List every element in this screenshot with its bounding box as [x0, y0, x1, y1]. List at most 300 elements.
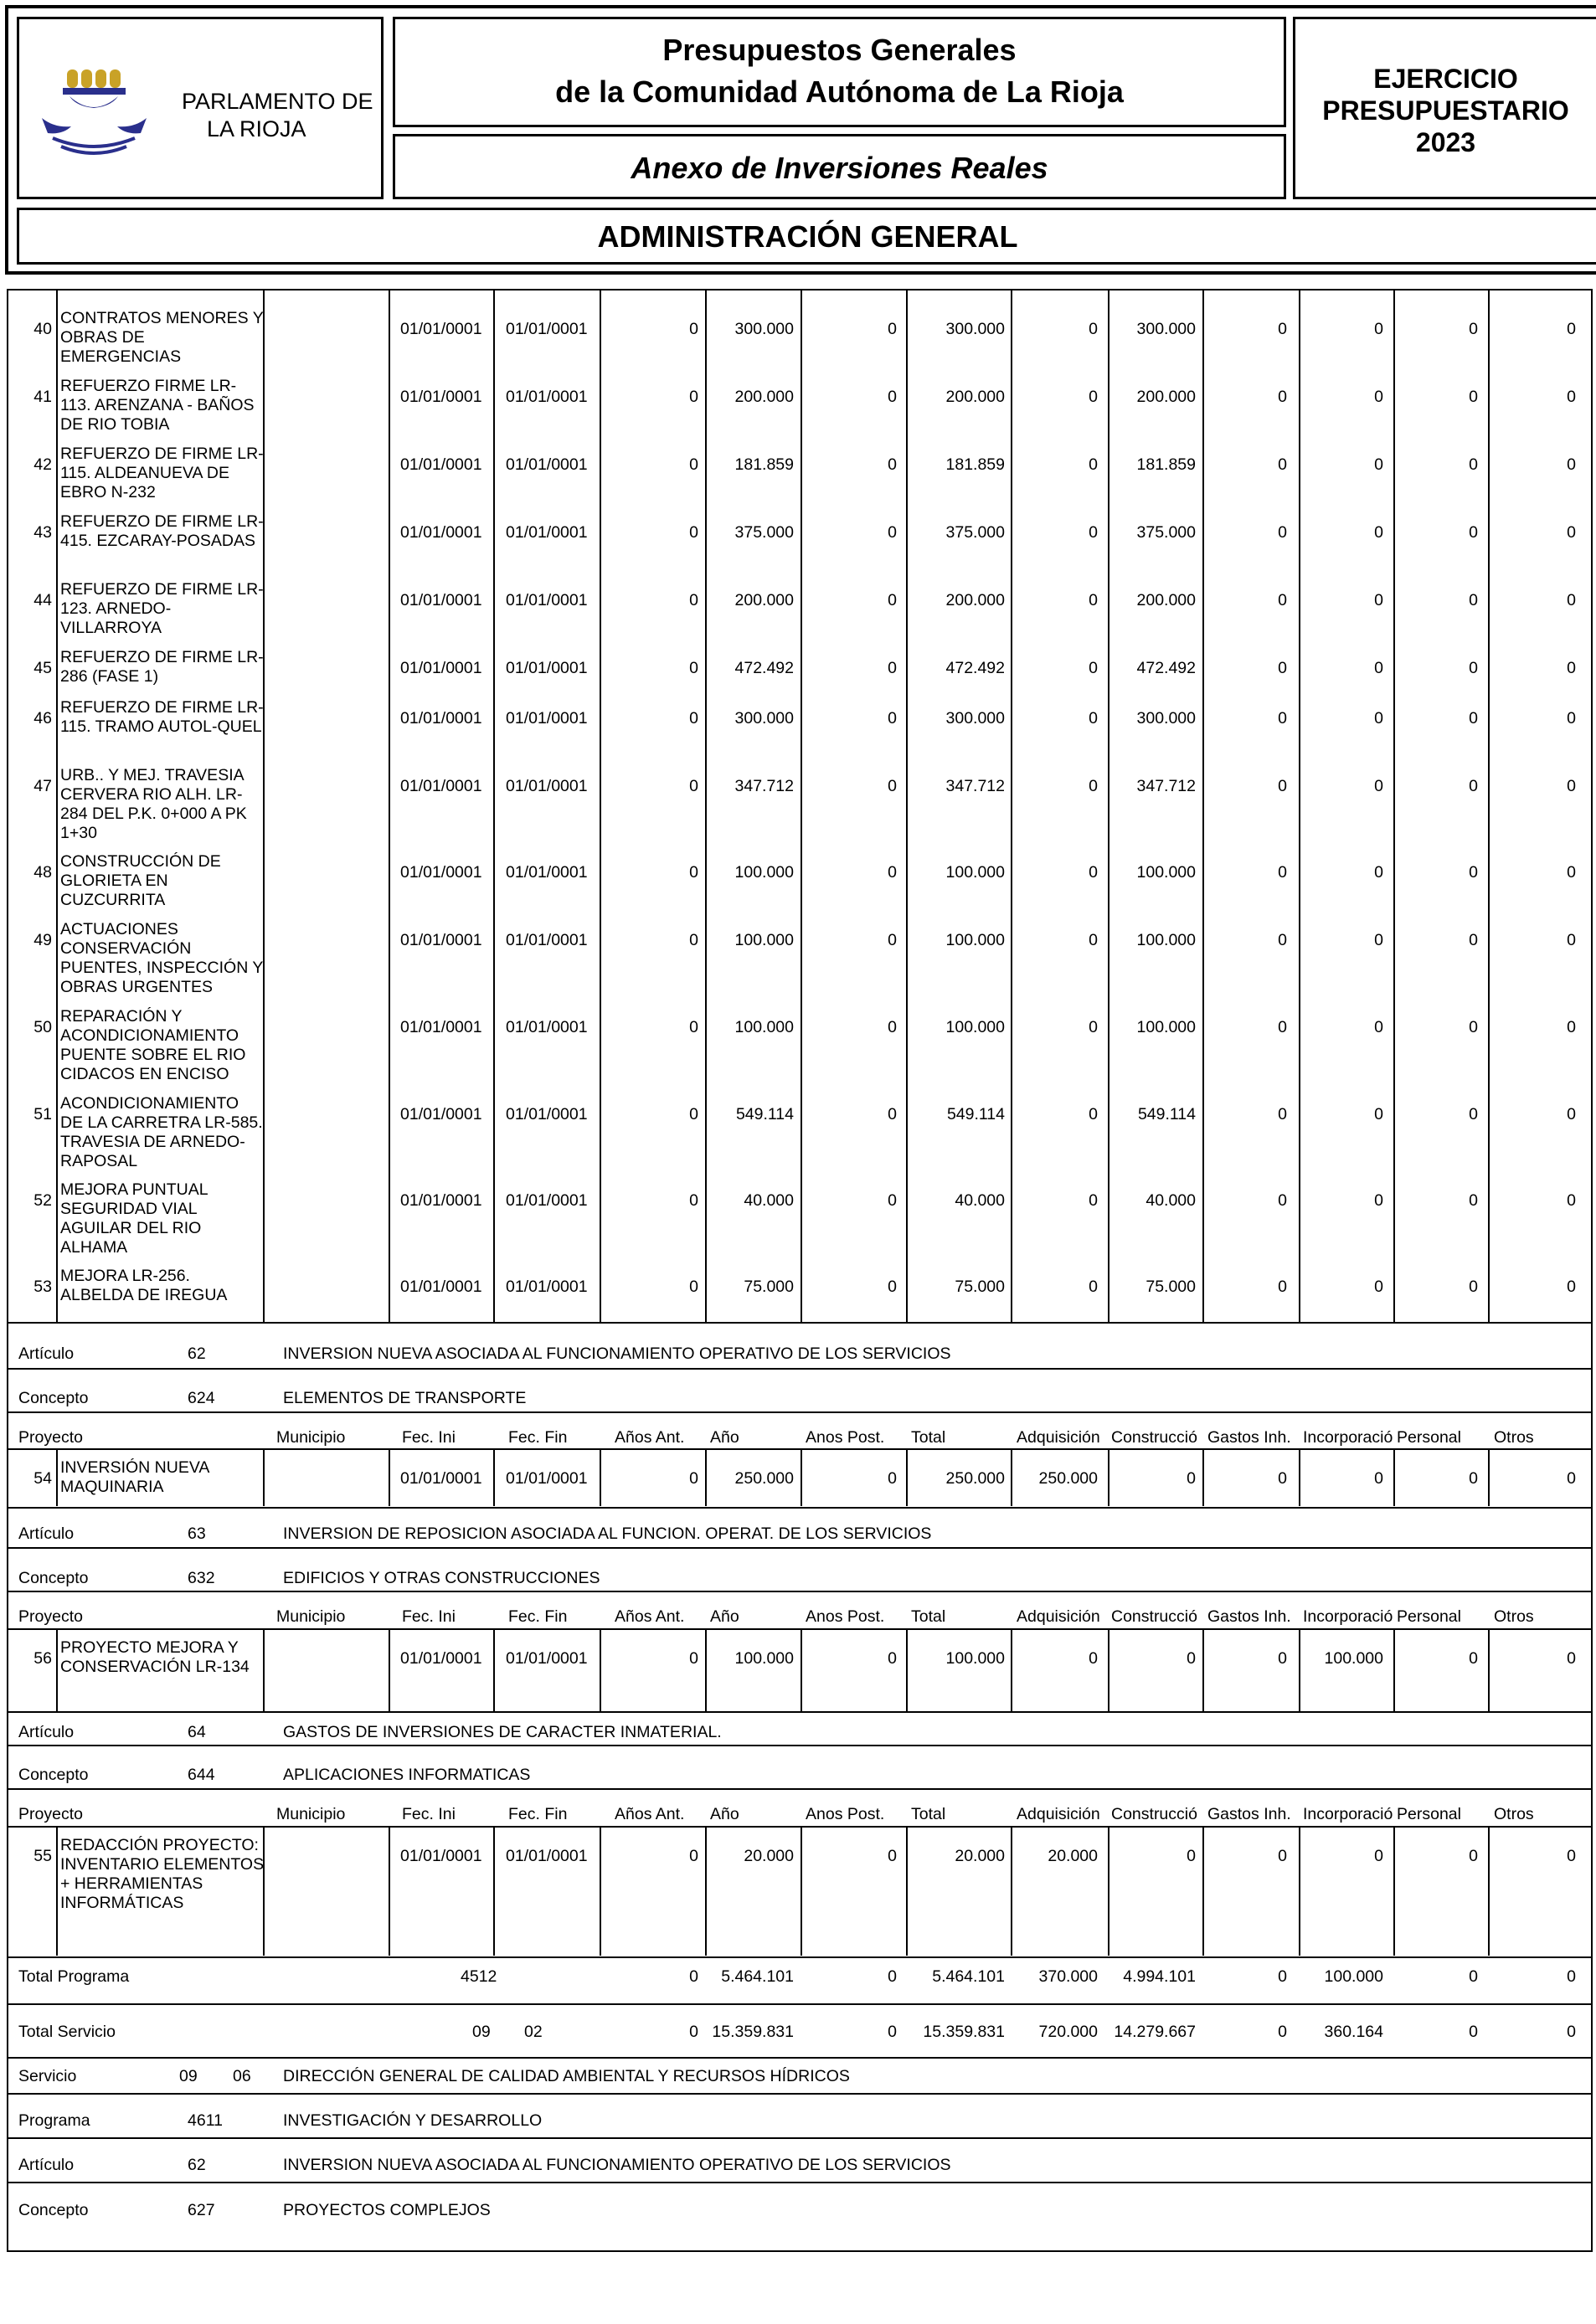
- row-otr: 0: [1567, 863, 1576, 882]
- row-post: 0: [888, 1278, 897, 1296]
- grid-vline: [1108, 290, 1109, 1322]
- row-number: 42: [33, 455, 52, 474]
- row-anio: 75.000: [744, 1278, 794, 1296]
- row-adq: 20.000: [1048, 1847, 1098, 1865]
- column-header: Gastos Inh.: [1207, 1428, 1291, 1447]
- row-fec-fin: 01/01/0001: [506, 591, 588, 609]
- row-number: 55: [33, 1847, 52, 1865]
- row-inc: 0: [1374, 1191, 1383, 1210]
- column-header: Anos Post.: [806, 1428, 885, 1447]
- row-inc: 0: [1374, 1278, 1383, 1296]
- row-otr: 0: [1567, 455, 1576, 474]
- section-text: INVERSION NUEVA ASOCIADA AL FUNCIONAMIENTO OPERATIVO DE LOS SERVICIOS: [283, 2156, 951, 2174]
- row-post: 0: [888, 1105, 897, 1123]
- row-description: REFUERZO DE FIRME LR-286 (FASE 1): [60, 648, 264, 686]
- row-inc: 0: [1374, 709, 1383, 728]
- row-per: 0: [1469, 1649, 1478, 1668]
- row-ant: 0: [689, 1649, 698, 1668]
- row-total: 20.000: [955, 1847, 1005, 1865]
- row-number: 50: [33, 1018, 52, 1036]
- row-anio: 347.712: [734, 777, 794, 795]
- row-per: 0: [1469, 1191, 1478, 1210]
- row-gas: 0: [1278, 863, 1287, 882]
- grid-vline: [1299, 1628, 1300, 1711]
- grid-vline: [1488, 1826, 1490, 1956]
- row-description: REFUERZO DE FIRME LR-115. ALDEANUEVA DE EBRO N-232: [60, 445, 264, 501]
- row-anio: 549.114: [735, 1105, 794, 1123]
- row-fec-fin: 01/01/0001: [506, 1191, 588, 1210]
- column-header: Personal: [1397, 1428, 1461, 1447]
- row-anio: 100.000: [734, 863, 794, 882]
- row-cons: 549.114: [1137, 1105, 1196, 1123]
- section-text: INVERSION NUEVA ASOCIADA AL FUNCIONAMIENTO OPERATIVO DE LOS SERVICIOS: [283, 1345, 951, 1363]
- section-code: 4611: [188, 2111, 223, 2130]
- total-adq: 370.000: [1038, 1967, 1098, 1986]
- ejercicio-year: 2023: [1415, 127, 1476, 157]
- row-per: 0: [1469, 388, 1478, 406]
- row-otr: 0: [1567, 591, 1576, 609]
- row-ant: 0: [689, 1018, 698, 1036]
- row-per: 0: [1469, 1469, 1478, 1488]
- grid-vline: [705, 290, 707, 1322]
- total-post: 0: [888, 1967, 897, 1986]
- row-post: 0: [888, 320, 897, 338]
- grid-vline: [389, 290, 390, 1322]
- row-adq: 0: [1089, 777, 1098, 795]
- total-total: 15.359.831: [923, 2023, 1005, 2041]
- row-total: 549.114: [946, 1105, 1005, 1123]
- section-code2: 06: [233, 2067, 251, 2085]
- column-header: Construcció: [1111, 1428, 1197, 1447]
- grid-vline: [56, 1448, 58, 1506]
- column-header: Fec. Fin: [508, 1428, 568, 1447]
- section-code: 09: [179, 2067, 198, 2085]
- row-adq: 0: [1089, 1649, 1098, 1668]
- row-adq: 0: [1089, 388, 1098, 406]
- column-header: Año: [710, 1805, 739, 1823]
- row-description: REFUERZO FIRME LR-113. ARENZANA - BAÑOS DE RIO TOBIA: [60, 377, 255, 434]
- total-gas: 0: [1278, 1967, 1287, 1986]
- row-gas: 0: [1278, 1649, 1287, 1668]
- row-fec-ini: 01/01/0001: [400, 1278, 482, 1296]
- section-label: Concepto: [18, 1569, 89, 1587]
- row-per: 0: [1469, 863, 1478, 882]
- row-total: 40.000: [955, 1191, 1005, 1210]
- row-fec-fin: 01/01/0001: [506, 709, 588, 728]
- row-otr: 0: [1567, 1469, 1576, 1488]
- column-header: Personal: [1397, 1805, 1461, 1823]
- row-cons: 75.000: [1146, 1278, 1196, 1296]
- grid-vline: [1393, 290, 1395, 1322]
- row-ant: 0: [689, 931, 698, 949]
- row-fec-ini: 01/01/0001: [400, 931, 482, 949]
- row-adq: 0: [1089, 1278, 1098, 1296]
- row-otr: 0: [1567, 1018, 1576, 1036]
- column-header: Año: [710, 1428, 739, 1447]
- row-gas: 0: [1278, 1191, 1287, 1210]
- row-otr: 0: [1567, 931, 1576, 949]
- org-line2: LA RIOJA: [207, 116, 306, 141]
- row-adq: 0: [1089, 455, 1098, 474]
- row-per: 0: [1469, 455, 1478, 474]
- row-fec-ini: 01/01/0001: [400, 709, 482, 728]
- row-total: 200.000: [945, 591, 1005, 609]
- row-gas: 0: [1278, 1018, 1287, 1036]
- row-per: 0: [1469, 777, 1478, 795]
- section-text: EDIFICIOS Y OTRAS CONSTRUCCIONES: [283, 1569, 600, 1587]
- section-text: INVERSION DE REPOSICION ASOCIADA AL FUNCION. OPERAT. DE LOS SERVICIOS: [283, 1524, 932, 1543]
- grid-vline: [600, 290, 601, 1322]
- column-header: Adquisición: [1017, 1428, 1100, 1447]
- row-number: 47: [33, 777, 52, 795]
- section-code: 62: [188, 2156, 206, 2174]
- row-otr: 0: [1567, 1105, 1576, 1123]
- section-text: GASTOS DE INVERSIONES DE CARACTER INMATERIAL.: [283, 1723, 722, 1741]
- section-text: INVESTIGACIÓN Y DESARROLLO: [283, 2111, 543, 2130]
- row-otr: 0: [1567, 388, 1576, 406]
- total-ant: 0: [689, 2023, 698, 2041]
- section-text: PROYECTOS COMPLEJOS: [283, 2201, 491, 2219]
- row-ant: 0: [689, 591, 698, 609]
- section-label: Artículo: [18, 1524, 75, 1543]
- title-line2: de la Comunidad Autónoma de La Rioja: [555, 75, 1124, 109]
- grid-vline: [801, 1826, 802, 1956]
- row-adq: 0: [1089, 863, 1098, 882]
- row-per: 0: [1469, 1105, 1478, 1123]
- row-separator: [7, 1322, 1593, 1324]
- row-number: 46: [33, 709, 52, 728]
- row-otr: 0: [1567, 709, 1576, 728]
- row-otr: 0: [1567, 1649, 1576, 1668]
- row-ant: 0: [689, 523, 698, 542]
- grid-vline: [1488, 290, 1490, 1322]
- row-gas: 0: [1278, 1469, 1287, 1488]
- section-code: 644: [188, 1766, 215, 1784]
- grid-vline: [1011, 1628, 1012, 1711]
- row-anio: 40.000: [744, 1191, 794, 1210]
- column-header: Año: [710, 1607, 739, 1626]
- row-cons: 347.712: [1136, 777, 1196, 795]
- row-description: REFUERZO DE FIRME LR-123. ARNEDO-VILLARROYA: [60, 580, 264, 637]
- grid-vline: [705, 1628, 707, 1711]
- row-separator: [7, 2057, 1593, 2059]
- row-gas: 0: [1278, 1278, 1287, 1296]
- section-text: ELEMENTOS DE TRANSPORTE: [283, 1389, 527, 1407]
- column-header: Proyecto: [18, 1805, 83, 1823]
- column-header: Anos Post.: [806, 1607, 885, 1626]
- logo-box: [17, 17, 384, 199]
- row-adq: 0: [1089, 659, 1098, 677]
- row-inc: 0: [1374, 455, 1383, 474]
- row-anio: 375.000: [734, 523, 794, 542]
- title-box: [393, 17, 1286, 127]
- section-code: 62: [188, 1345, 206, 1363]
- row-separator: [7, 1368, 1593, 1370]
- row-inc: 0: [1374, 523, 1383, 542]
- row-separator: [7, 2137, 1593, 2139]
- row-separator: [7, 1956, 1593, 1958]
- row-ant: 0: [689, 388, 698, 406]
- column-header: Incorporació: [1303, 1805, 1393, 1823]
- row-total: 100.000: [945, 863, 1005, 882]
- row-separator: [7, 1711, 1593, 1713]
- row-ant: 0: [689, 1191, 698, 1210]
- row-adq: 0: [1089, 1018, 1098, 1036]
- row-anio: 100.000: [734, 931, 794, 949]
- grid-vline: [600, 1628, 601, 1711]
- column-header: Otros: [1494, 1805, 1534, 1823]
- total-total: 5.464.101: [932, 1967, 1005, 1986]
- row-cons: 181.859: [1136, 455, 1196, 474]
- section-code: 63: [188, 1524, 206, 1543]
- row-inc: 0: [1374, 863, 1383, 882]
- row-fec-fin: 01/01/0001: [506, 523, 588, 542]
- section-code: 627: [188, 2201, 215, 2219]
- row-separator: [7, 2093, 1593, 2095]
- org-name: [182, 88, 383, 143]
- row-per: 0: [1469, 709, 1478, 728]
- total-gas: 0: [1278, 2023, 1287, 2041]
- row-fec-fin: 01/01/0001: [506, 1278, 588, 1296]
- grid-vline: [56, 1628, 58, 1711]
- column-header: Fec. Ini: [402, 1607, 456, 1626]
- column-header: Incorporació: [1303, 1607, 1393, 1626]
- row-anio: 472.492: [734, 659, 794, 677]
- row-number: 41: [33, 388, 52, 406]
- row-inc: 0: [1374, 931, 1383, 949]
- row-adq: 0: [1089, 709, 1098, 728]
- row-adq: 0: [1089, 931, 1098, 949]
- row-cons: 40.000: [1146, 1191, 1196, 1210]
- row-inc: 0: [1374, 1469, 1383, 1488]
- grid-vline: [801, 1628, 802, 1711]
- section-code: 64: [188, 1723, 206, 1741]
- row-total: 472.492: [945, 659, 1005, 677]
- column-header: Total: [911, 1805, 946, 1823]
- row-post: 0: [888, 863, 897, 882]
- row-gas: 0: [1278, 777, 1287, 795]
- row-separator: [7, 1745, 1593, 1746]
- grid-vline: [906, 1628, 908, 1711]
- grid-vline: [56, 1826, 58, 1956]
- row-number: 44: [33, 591, 52, 609]
- row-cons: 375.000: [1136, 523, 1196, 542]
- row-cons: 472.492: [1136, 659, 1196, 677]
- column-header: Construcció: [1111, 1607, 1197, 1626]
- row-total: 181.859: [945, 455, 1005, 474]
- row-fec-fin: 01/01/0001: [506, 863, 588, 882]
- column-header: Municipio: [276, 1805, 346, 1823]
- row-description: REFUERZO DE FIRME LR-115. TRAMO AUTOL-QUEL: [60, 698, 264, 736]
- row-cons: 300.000: [1136, 709, 1196, 728]
- column-header: Municipio: [276, 1428, 346, 1447]
- row-post: 0: [888, 1469, 897, 1488]
- row-ant: 0: [689, 1105, 698, 1123]
- section-label: Concepto: [18, 1766, 89, 1784]
- column-header: Adquisición: [1017, 1805, 1100, 1823]
- row-post: 0: [888, 591, 897, 609]
- grid-vline: [1488, 1628, 1490, 1711]
- column-header: Fec. Ini: [402, 1805, 456, 1823]
- column-header: Fec. Ini: [402, 1428, 456, 1447]
- grid-vline: [493, 1826, 495, 1956]
- row-separator: [7, 1448, 1593, 1450]
- row-otr: 0: [1567, 1278, 1576, 1296]
- column-header: Total: [911, 1607, 946, 1626]
- row-fec-fin: 01/01/0001: [506, 1105, 588, 1123]
- row-inc: 0: [1374, 1847, 1383, 1865]
- row-ant: 0: [689, 1469, 698, 1488]
- section-code: 624: [188, 1389, 215, 1407]
- row-number: 43: [33, 523, 52, 542]
- column-header: Fec. Fin: [508, 1805, 568, 1823]
- row-cons: 100.000: [1136, 931, 1196, 949]
- row-gas: 0: [1278, 931, 1287, 949]
- column-header: Anos Post.: [806, 1805, 885, 1823]
- grid-vline: [493, 1448, 495, 1506]
- row-description: ACONDICIONAMIENTO DE LA CARRETRA LR-585. TRAVESIA DE ARNEDO-RAPOSAL: [60, 1094, 263, 1170]
- row-fec-fin: 01/01/0001: [506, 1018, 588, 1036]
- row-separator: [7, 1591, 1593, 1592]
- column-header: Proyecto: [18, 1428, 83, 1447]
- row-otr: 0: [1567, 1847, 1576, 1865]
- row-per: 0: [1469, 591, 1478, 609]
- row-total: 75.000: [955, 1278, 1005, 1296]
- row-cons: 200.000: [1136, 591, 1196, 609]
- row-inc: 100.000: [1324, 1649, 1383, 1668]
- row-total: 347.712: [945, 777, 1005, 795]
- column-header: Total: [911, 1428, 946, 1447]
- row-per: 0: [1469, 1278, 1478, 1296]
- row-otr: 0: [1567, 1191, 1576, 1210]
- row-post: 0: [888, 388, 897, 406]
- row-separator: [7, 1411, 1593, 1413]
- total-inc: 360.164: [1324, 2023, 1383, 2041]
- row-description: REFUERZO DE FIRME LR-415. EZCARAY-POSADAS: [60, 512, 264, 550]
- row-fec-fin: 01/01/0001: [506, 1649, 588, 1668]
- row-number: 45: [33, 659, 52, 677]
- row-separator: [7, 1826, 1593, 1828]
- row-gas: 0: [1278, 659, 1287, 677]
- section-label: Artículo: [18, 1345, 75, 1363]
- total-per: 0: [1469, 2023, 1478, 2041]
- row-per: 0: [1469, 931, 1478, 949]
- row-anio: 20.000: [744, 1847, 794, 1865]
- ejercicio-line1: EJERCICIO: [1373, 64, 1518, 94]
- grid-vline: [906, 1826, 908, 1956]
- row-post: 0: [888, 1649, 897, 1668]
- row-description: PROYECTO MEJORA Y CONSERVACIÓN LR-134: [60, 1638, 250, 1676]
- section-text: APLICACIONES INFORMATICAS: [283, 1766, 531, 1784]
- grid-vline: [801, 290, 802, 1322]
- row-inc: 0: [1374, 659, 1383, 677]
- row-gas: 0: [1278, 1847, 1287, 1865]
- row-fec-fin: 01/01/0001: [506, 388, 588, 406]
- row-otr: 0: [1567, 659, 1576, 677]
- total-ant: 0: [689, 1967, 698, 1986]
- row-total: 300.000: [945, 709, 1005, 728]
- row-cons: 0: [1187, 1847, 1196, 1865]
- row-anio: 100.000: [734, 1649, 794, 1668]
- row-ant: 0: [689, 709, 698, 728]
- grid-vline: [705, 1826, 707, 1956]
- row-total: 100.000: [945, 1018, 1005, 1036]
- row-post: 0: [888, 777, 897, 795]
- total-otr: 0: [1567, 1967, 1576, 1986]
- row-inc: 0: [1374, 777, 1383, 795]
- grid-vline: [1011, 1826, 1012, 1956]
- total-per: 0: [1469, 1967, 1478, 1986]
- row-separator: [7, 2182, 1593, 2183]
- row-otr: 0: [1567, 523, 1576, 542]
- row-separator: [7, 1507, 1593, 1509]
- section-label: Servicio: [18, 2067, 77, 2085]
- section-title-box: [17, 208, 1596, 265]
- row-number: 48: [33, 863, 52, 882]
- row-fec-fin: 01/01/0001: [506, 777, 588, 795]
- org-line1: PARLAMENTO DE: [182, 89, 373, 114]
- row-fec-ini: 01/01/0001: [400, 1469, 482, 1488]
- row-anio: 250.000: [734, 1469, 794, 1488]
- grid-vline: [1108, 1628, 1109, 1711]
- row-post: 0: [888, 931, 897, 949]
- row-description: CONSTRUCCIÓN DE GLORIETA EN CUZCURRITA: [60, 852, 221, 909]
- row-adq: 0: [1089, 523, 1098, 542]
- total-label: Total Servicio: [18, 2023, 116, 2041]
- total-code: 4512: [461, 1967, 497, 1986]
- row-post: 0: [888, 1847, 897, 1865]
- row-ant: 0: [689, 863, 698, 882]
- ejercicio-box: [1293, 17, 1596, 199]
- row-fec-ini: 01/01/0001: [400, 1018, 482, 1036]
- row-fec-fin: 01/01/0001: [506, 455, 588, 474]
- grid-vline: [600, 1826, 601, 1956]
- row-fec-fin: 01/01/0001: [506, 320, 588, 338]
- row-total: 200.000: [945, 388, 1005, 406]
- grid-vline: [389, 1448, 390, 1506]
- row-fec-ini: 01/01/0001: [400, 777, 482, 795]
- row-cons: 0: [1187, 1649, 1196, 1668]
- row-per: 0: [1469, 1018, 1478, 1036]
- subtitle: Anexo de Inversiones Reales: [631, 151, 1048, 185]
- column-header: Años Ant.: [615, 1428, 685, 1447]
- total-adq: 720.000: [1038, 2023, 1098, 2041]
- subtitle-box: [393, 134, 1286, 199]
- grid-vline: [1202, 1826, 1204, 1956]
- row-fec-ini: 01/01/0001: [400, 320, 482, 338]
- row-description: MEJORA LR-256. ALBELDA DE IREGUA: [60, 1267, 228, 1304]
- total-post: 0: [888, 2023, 897, 2041]
- row-fec-fin: 01/01/0001: [506, 659, 588, 677]
- row-gas: 0: [1278, 591, 1287, 609]
- section-label: Concepto: [18, 1389, 89, 1407]
- row-inc: 0: [1374, 388, 1383, 406]
- row-ant: 0: [689, 777, 698, 795]
- section-label: Artículo: [18, 2156, 75, 2174]
- column-header: Fec. Fin: [508, 1607, 568, 1626]
- grid-vline: [1299, 1826, 1300, 1956]
- row-fec-ini: 01/01/0001: [400, 388, 482, 406]
- parliament-logo-icon: [38, 68, 163, 160]
- row-fec-ini: 01/01/0001: [400, 1191, 482, 1210]
- row-number: 53: [33, 1278, 52, 1296]
- row-per: 0: [1469, 320, 1478, 338]
- row-gas: 0: [1278, 388, 1287, 406]
- total-inc: 100.000: [1324, 1967, 1383, 1986]
- row-per: 0: [1469, 1847, 1478, 1865]
- row-cons: 0: [1187, 1469, 1196, 1488]
- row-post: 0: [888, 455, 897, 474]
